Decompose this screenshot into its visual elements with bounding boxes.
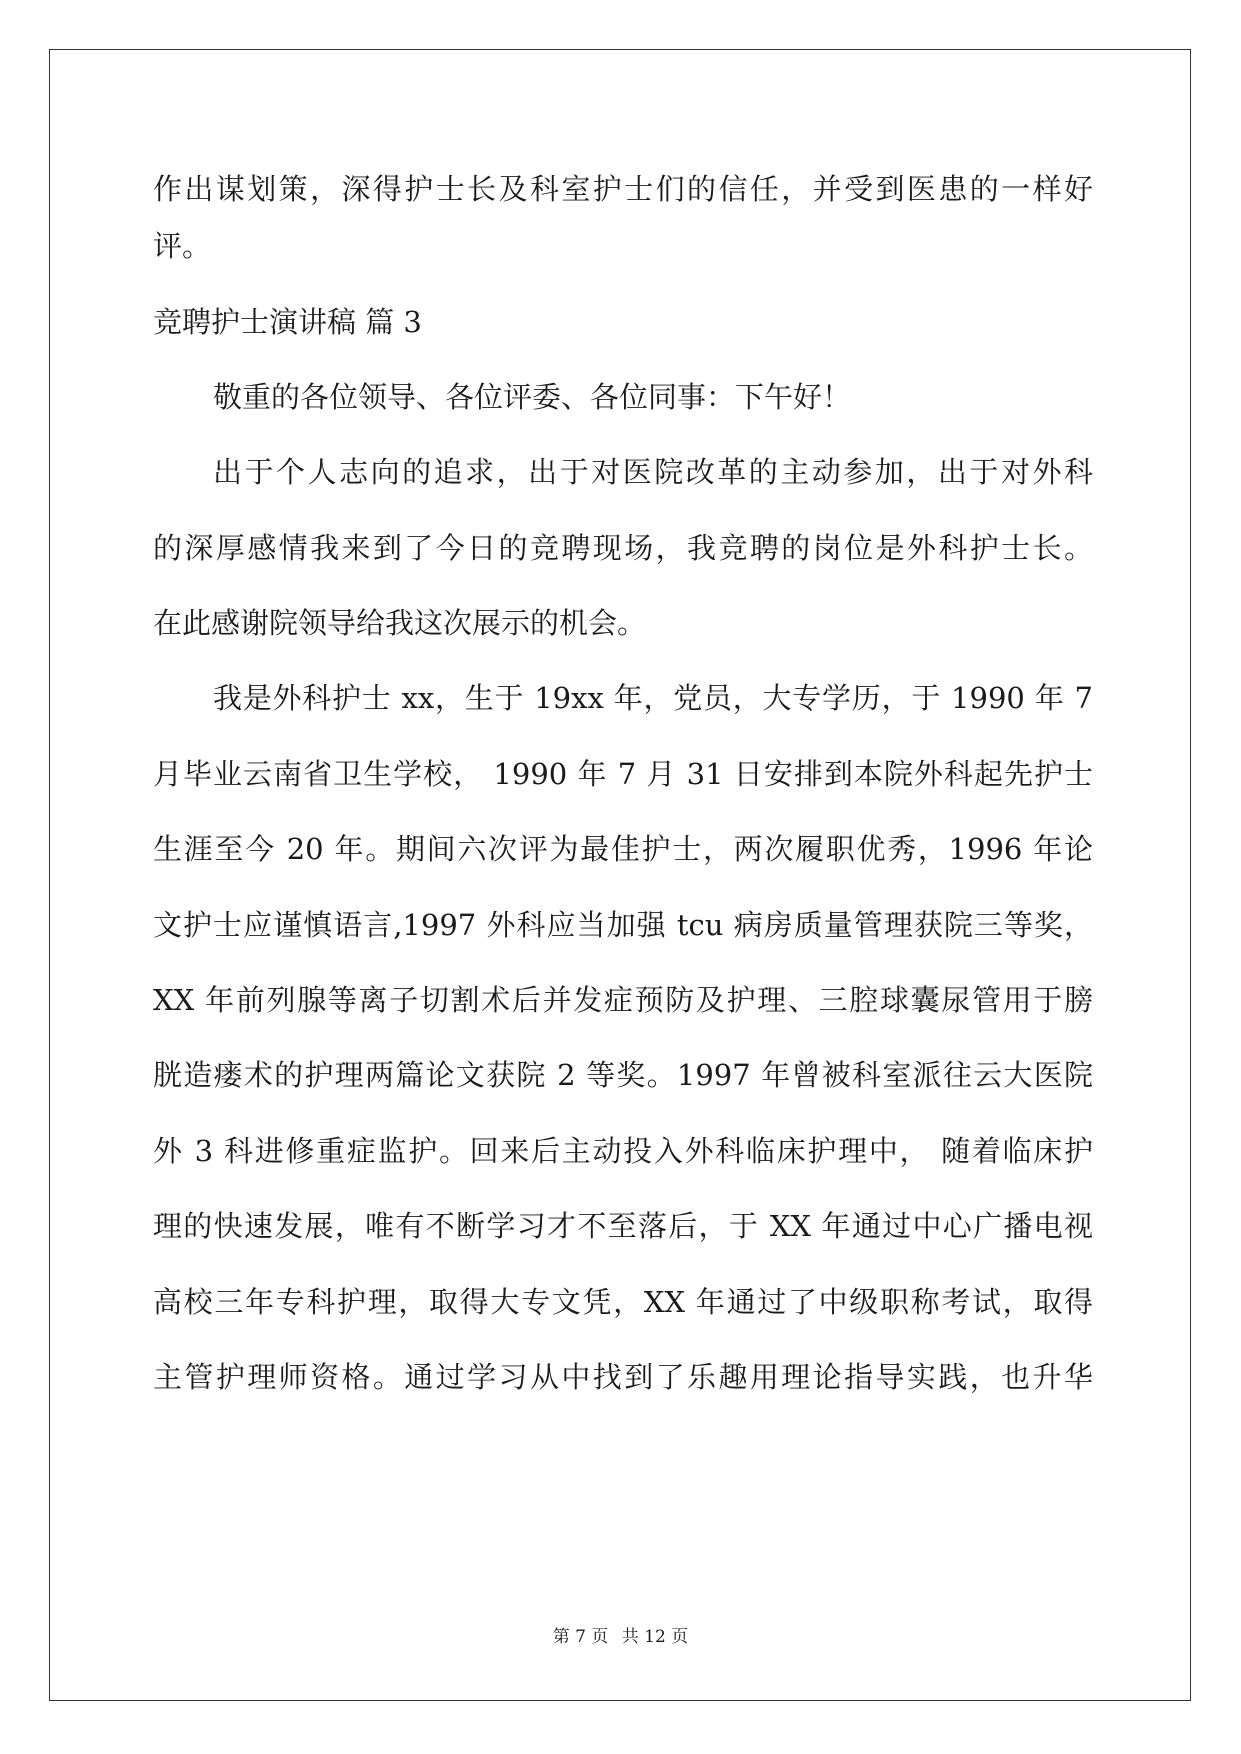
page-footer <box>0 1626 1241 1648</box>
section-heading: 竞聘护士演讲稿 篇 3 <box>153 305 422 339</box>
paragraph-line: 高校三年专科护理，取得大专文凭，XX 年通过了中级职称考试，取得 <box>153 1285 1093 1319</box>
paragraph-line: 生涯至今 20 年。期间六次评为最佳护士，两次履职优秀，1996 年论 <box>153 832 1093 866</box>
paragraph-line: 理的快速发展，唯有不断学习才不至落后，于 XX 年通过中心广播电视 <box>153 1209 1093 1243</box>
page-total: 共 12 页 <box>621 1627 689 1647</box>
paragraph-line: 在此感谢院领导给我这次展示的机会。 <box>153 606 647 640</box>
page-border <box>49 49 1191 1701</box>
paragraph-line: 出于个人志向的追求，出于对医院改革的主动参加，出于对外科 <box>213 455 1093 489</box>
paragraph-line: 文护士应谨慎语言,1997 外科应当加强 tcu 病房质量管理获院三等奖， <box>153 908 1093 942</box>
paragraph-line: 作出谋划策，深得护士长及科室护士们的信任，并受到医患的一样好 <box>153 172 1093 206</box>
paragraph-line: XX 年前列腺等离子切割术后并发症预防及护理、三腔球囊尿管用于膀 <box>153 983 1093 1017</box>
paragraph-line: 外 3 科进修重症监护。回来后主动投入外科临床护理中， 随着临床护 <box>153 1134 1093 1168</box>
paragraph-line: 主管护理师资格。通过学习从中找到了乐趣用理论指导实践，也升华 <box>153 1360 1093 1394</box>
paragraph-line: 胱造瘘术的护理两篇论文获院 2 等奖。1997 年曾被科室派往云大医院 <box>153 1058 1093 1092</box>
paragraph-line: 的深厚感情我来到了今日的竞聘现场，我竞聘的岗位是外科护士长。 <box>153 531 1093 565</box>
paragraph-line: 月毕业云南省卫生学校， 1990 年 7 月 31 日安排到本院外科起先护士 <box>153 757 1093 791</box>
page-number: 第 7 页 <box>552 1627 609 1647</box>
paragraph-line: 评。 <box>153 229 212 263</box>
paragraph-line: 我是外科护士 xx，生于 19xx 年，党员，大专学历，于 1990 年 7 <box>213 681 1093 715</box>
salutation: 敬重的各位领导、各位评委、各位同事：下午好！ <box>213 380 852 414</box>
